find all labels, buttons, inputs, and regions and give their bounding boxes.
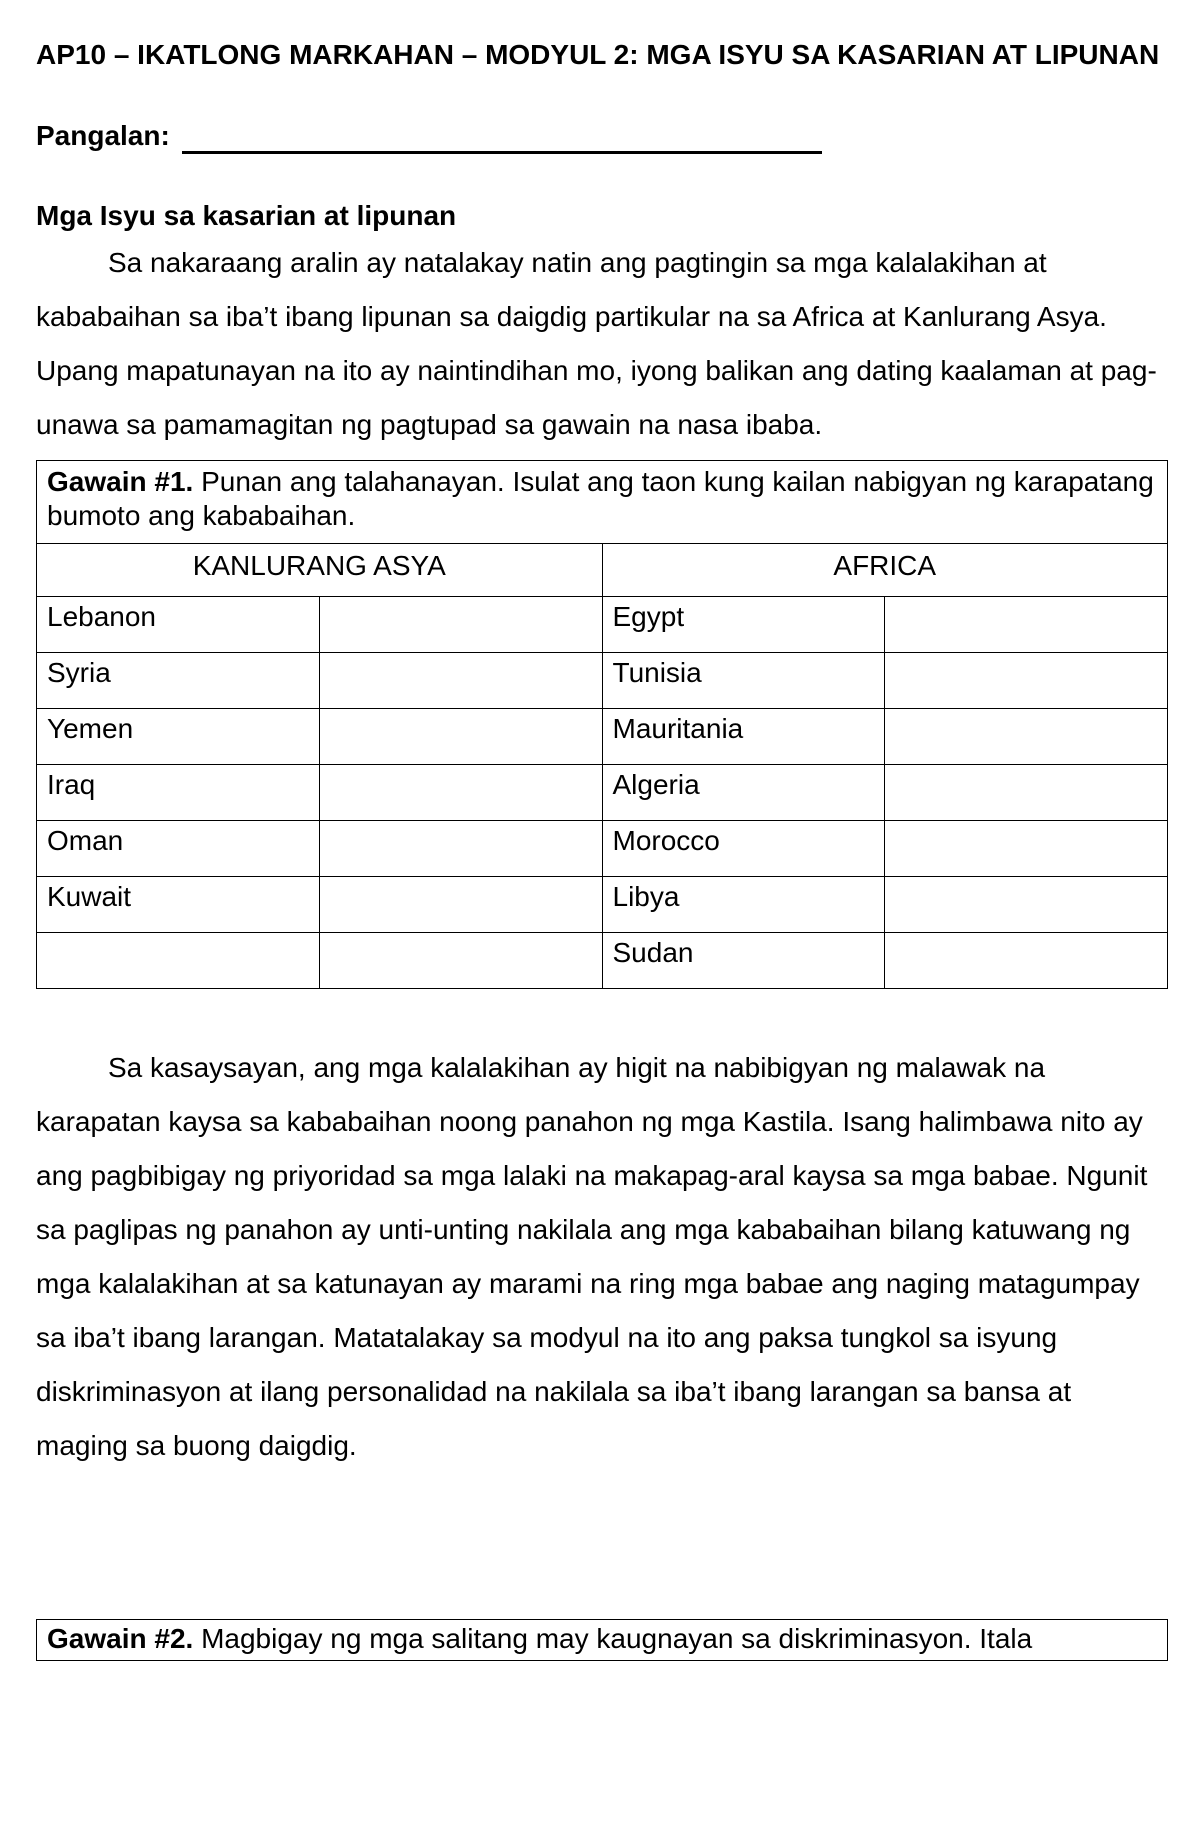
country-cell-asya: Yemen — [37, 709, 320, 765]
year-input-cell-africa[interactable] — [885, 821, 1168, 877]
intro-paragraph: Sa nakaraang aralin ay natalakay natin ang pagtingin sa mga kalalakihan at kababaihan sa iba’t ibang lipunan sa daigdig partikular na sa Africa at Kanlurang Asya. Upang mapatunayan na ito ay naintindihan mo, iyong balikan ang dating kaalaman at pag-unawa sa pamamagitan ng pagtupad sa gawain na nasa ibaba. — [36, 247, 1157, 440]
gawain-1-body — [37, 597, 1168, 989]
country-cell-africa: Tunisia — [602, 653, 885, 709]
gawain-1-instruction: Punan ang talahanayan. Isulat ang taon kung kailan nabigyan ng karapatang bumoto ang kababaihan. — [47, 466, 1154, 531]
year-input-cell-asya[interactable] — [319, 821, 602, 877]
table-row — [37, 597, 1168, 653]
gawain-1-instruction-row — [37, 461, 1168, 544]
name-blank-line[interactable] — [182, 125, 822, 154]
country-cell-africa: Libya — [602, 877, 885, 933]
name-label: Pangalan: — [36, 120, 170, 151]
table-row — [37, 765, 1168, 821]
gawain-1-instruction-cell — [37, 461, 1168, 544]
country-cell-africa: Morocco — [602, 821, 885, 877]
table-row — [37, 877, 1168, 933]
year-input-cell-asya[interactable] — [319, 933, 602, 989]
header-africa: AFRICA — [602, 544, 1168, 597]
document-title: AP10 – IKATLONG MARKAHAN – MODYUL 2: MGA ISYU SA KASARIAN AT LIPUNAN — [36, 39, 1160, 70]
table-row — [37, 709, 1168, 765]
country-cell-asya: Oman — [37, 821, 320, 877]
header-kanlurang-asya: KANLURANG ASYA — [37, 544, 603, 597]
year-input-cell-africa[interactable] — [885, 933, 1168, 989]
year-input-cell-africa[interactable] — [885, 765, 1168, 821]
context-paragraph: Sa kasaysayan, ang mga kalalakihan ay higit na nabibigyan ng malawak na karapatan kaysa sa kababaihan noong panahon ng mga Kastila. Isang halimbawa nito ay ang pagbibigay ng priyoridad sa mga lalaki na makapag-aral kaysa sa mga babae. Ngunit sa paglipas ng panahon ay unti-unting nakilala ang mga kababaihan bilang katuwang ng mga kalalakihan at sa katunayan ay marami na ring mga babae ang naging matagumpay sa iba’t ibang larangan. Matatalakay sa modyul na ito ang paksa tungkol sa isyung diskriminasyon at ilang personalidad na nakilala sa iba’t ibang larangan sa bansa at maging sa buong daigdig. — [36, 1052, 1148, 1461]
year-input-cell-africa[interactable] — [885, 877, 1168, 933]
year-input-cell-africa[interactable] — [885, 653, 1168, 709]
year-input-cell-asya[interactable] — [319, 877, 602, 933]
country-cell-asya: Kuwait — [37, 877, 320, 933]
year-input-cell-asya[interactable] — [319, 765, 602, 821]
name-row — [36, 118, 1168, 154]
year-input-cell-asya[interactable] — [319, 653, 602, 709]
year-input-cell-africa[interactable] — [885, 597, 1168, 653]
country-cell-asya: Syria — [37, 653, 320, 709]
table-row — [37, 653, 1168, 709]
country-cell-asya: Iraq — [37, 765, 320, 821]
gawain-1-header-row — [37, 544, 1168, 597]
section-heading: Mga Isyu sa kasarian at lipunan — [36, 200, 457, 231]
gawain-2-box — [36, 1619, 1168, 1661]
worksheet-page — [36, 36, 1168, 1661]
gawain-1-table — [36, 460, 1168, 989]
year-input-cell-asya[interactable] — [319, 709, 602, 765]
country-cell-asya: Lebanon — [37, 597, 320, 653]
table-row — [37, 933, 1168, 989]
country-cell-africa: Mauritania — [602, 709, 885, 765]
year-input-cell-africa[interactable] — [885, 709, 1168, 765]
gawain-2-label: Gawain #2. — [47, 1623, 194, 1654]
table-row — [37, 821, 1168, 877]
gawain-2-instruction: Magbigay ng mga salitang may kaugnayan sa diskriminasyon. Itala — [201, 1623, 1033, 1654]
country-cell-asya — [37, 933, 320, 989]
country-cell-africa: Egypt — [602, 597, 885, 653]
gawain-1-label: Gawain #1. — [47, 466, 194, 497]
year-input-cell-asya[interactable] — [319, 597, 602, 653]
country-cell-africa: Algeria — [602, 765, 885, 821]
country-cell-africa: Sudan — [602, 933, 885, 989]
